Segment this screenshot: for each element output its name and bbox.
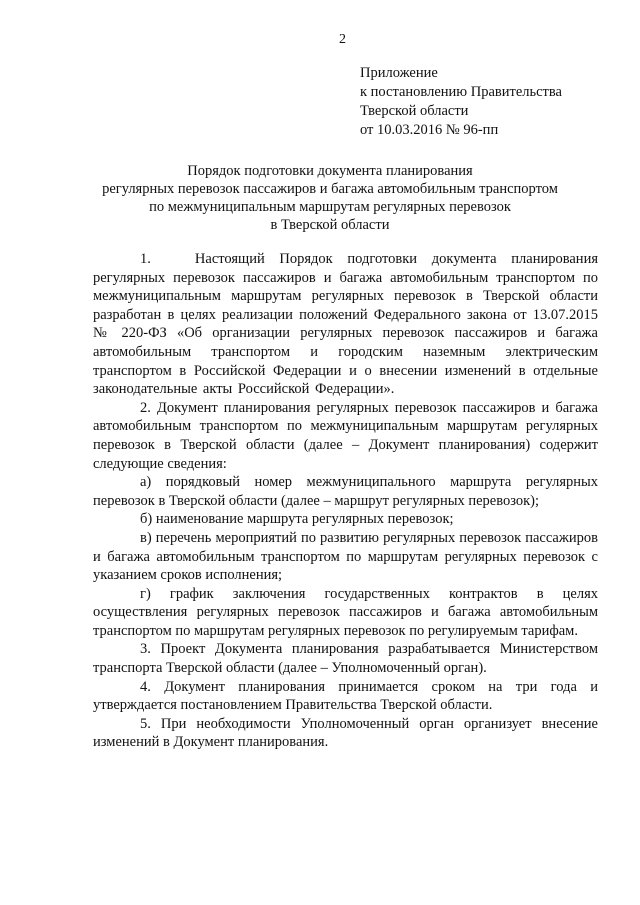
- paragraph-2c: в) перечень мероприятий по развитию регулярных перевозок пассажиров и багажа автомобильным транспортом по маршрутам регулярных перевозок с указанием сроков исполнения;: [93, 529, 598, 584]
- paragraph-5: 5. При необходимости Уполномоченный орган организует внесение изменений в Документ планирования.: [93, 715, 598, 751]
- annex-line: Тверской области: [360, 103, 469, 119]
- paragraph-2a: а) порядковый номер межмуниципального маршрута регулярных перевозок в Тверской области (далее – маршрут регулярных перевозок);: [93, 474, 598, 509]
- paragraph-2d: г) график заключения государственных контрактов в целях осуществления регулярных перевозок пассажиров и багажа автомобильным транспортом по маршрутам регулярных перевозок по регулируемым тарифам.: [93, 585, 598, 639]
- annex-line: Приложение: [360, 65, 438, 81]
- document-title: [80, 162, 580, 234]
- page-number: 2: [339, 32, 346, 47]
- paragraph-4: 4. Документ планирования принимается сроком на три года и утверждается постановлением Правительства Тверской области.: [93, 678, 598, 714]
- title-line: регулярных перевозок пассажиров и багажа автомобильным транспортом: [102, 181, 558, 197]
- paragraph-1: 1. Настоящий Порядок подготовки документа планирования регулярных перевозок пассажиров и багажа автомобильным транспортом по межмуниципальным маршрутам регулярных перевозок в Тверской области разработан в целях реализации положений Федерального закона от 13.07.2015 № 220-ФЗ «Об организации регулярных перевозок пассажиров и багажа автомобильным транспортом и городским наземным электрическим транспортом в Российской Федерации и о внесении изменений в отдельные законодательные акты Российской Федерации».: [93, 251, 598, 398]
- paragraph-2: 2. Документ планирования регулярных перевозок пассажиров и багажа автомобильным транспортом по межмуниципальным маршрутам регулярных перевозок в Тверской области (далее – Документ планирования) содержит следующие сведения:: [93, 399, 598, 472]
- paragraph-3: 3. Проект Документа планирования разрабатывается Министерством транспорта Тверской области (далее – Уполномоченный орган).: [93, 641, 598, 677]
- annex-line: к постановлению Правительства: [360, 84, 562, 100]
- title-line: Порядок подготовки документа планирования: [187, 163, 473, 179]
- annex-date-line: от 10.03.2016 № 96-пп: [360, 122, 499, 138]
- paragraph-2b: б) наименование маршрута регулярных перевозок;: [140, 511, 454, 528]
- title-line: по межмуниципальным маршрутам регулярных перевозок: [149, 199, 511, 215]
- title-line: в Тверской области: [270, 217, 390, 233]
- annex-header: [360, 64, 562, 140]
- document-body: [93, 250, 598, 752]
